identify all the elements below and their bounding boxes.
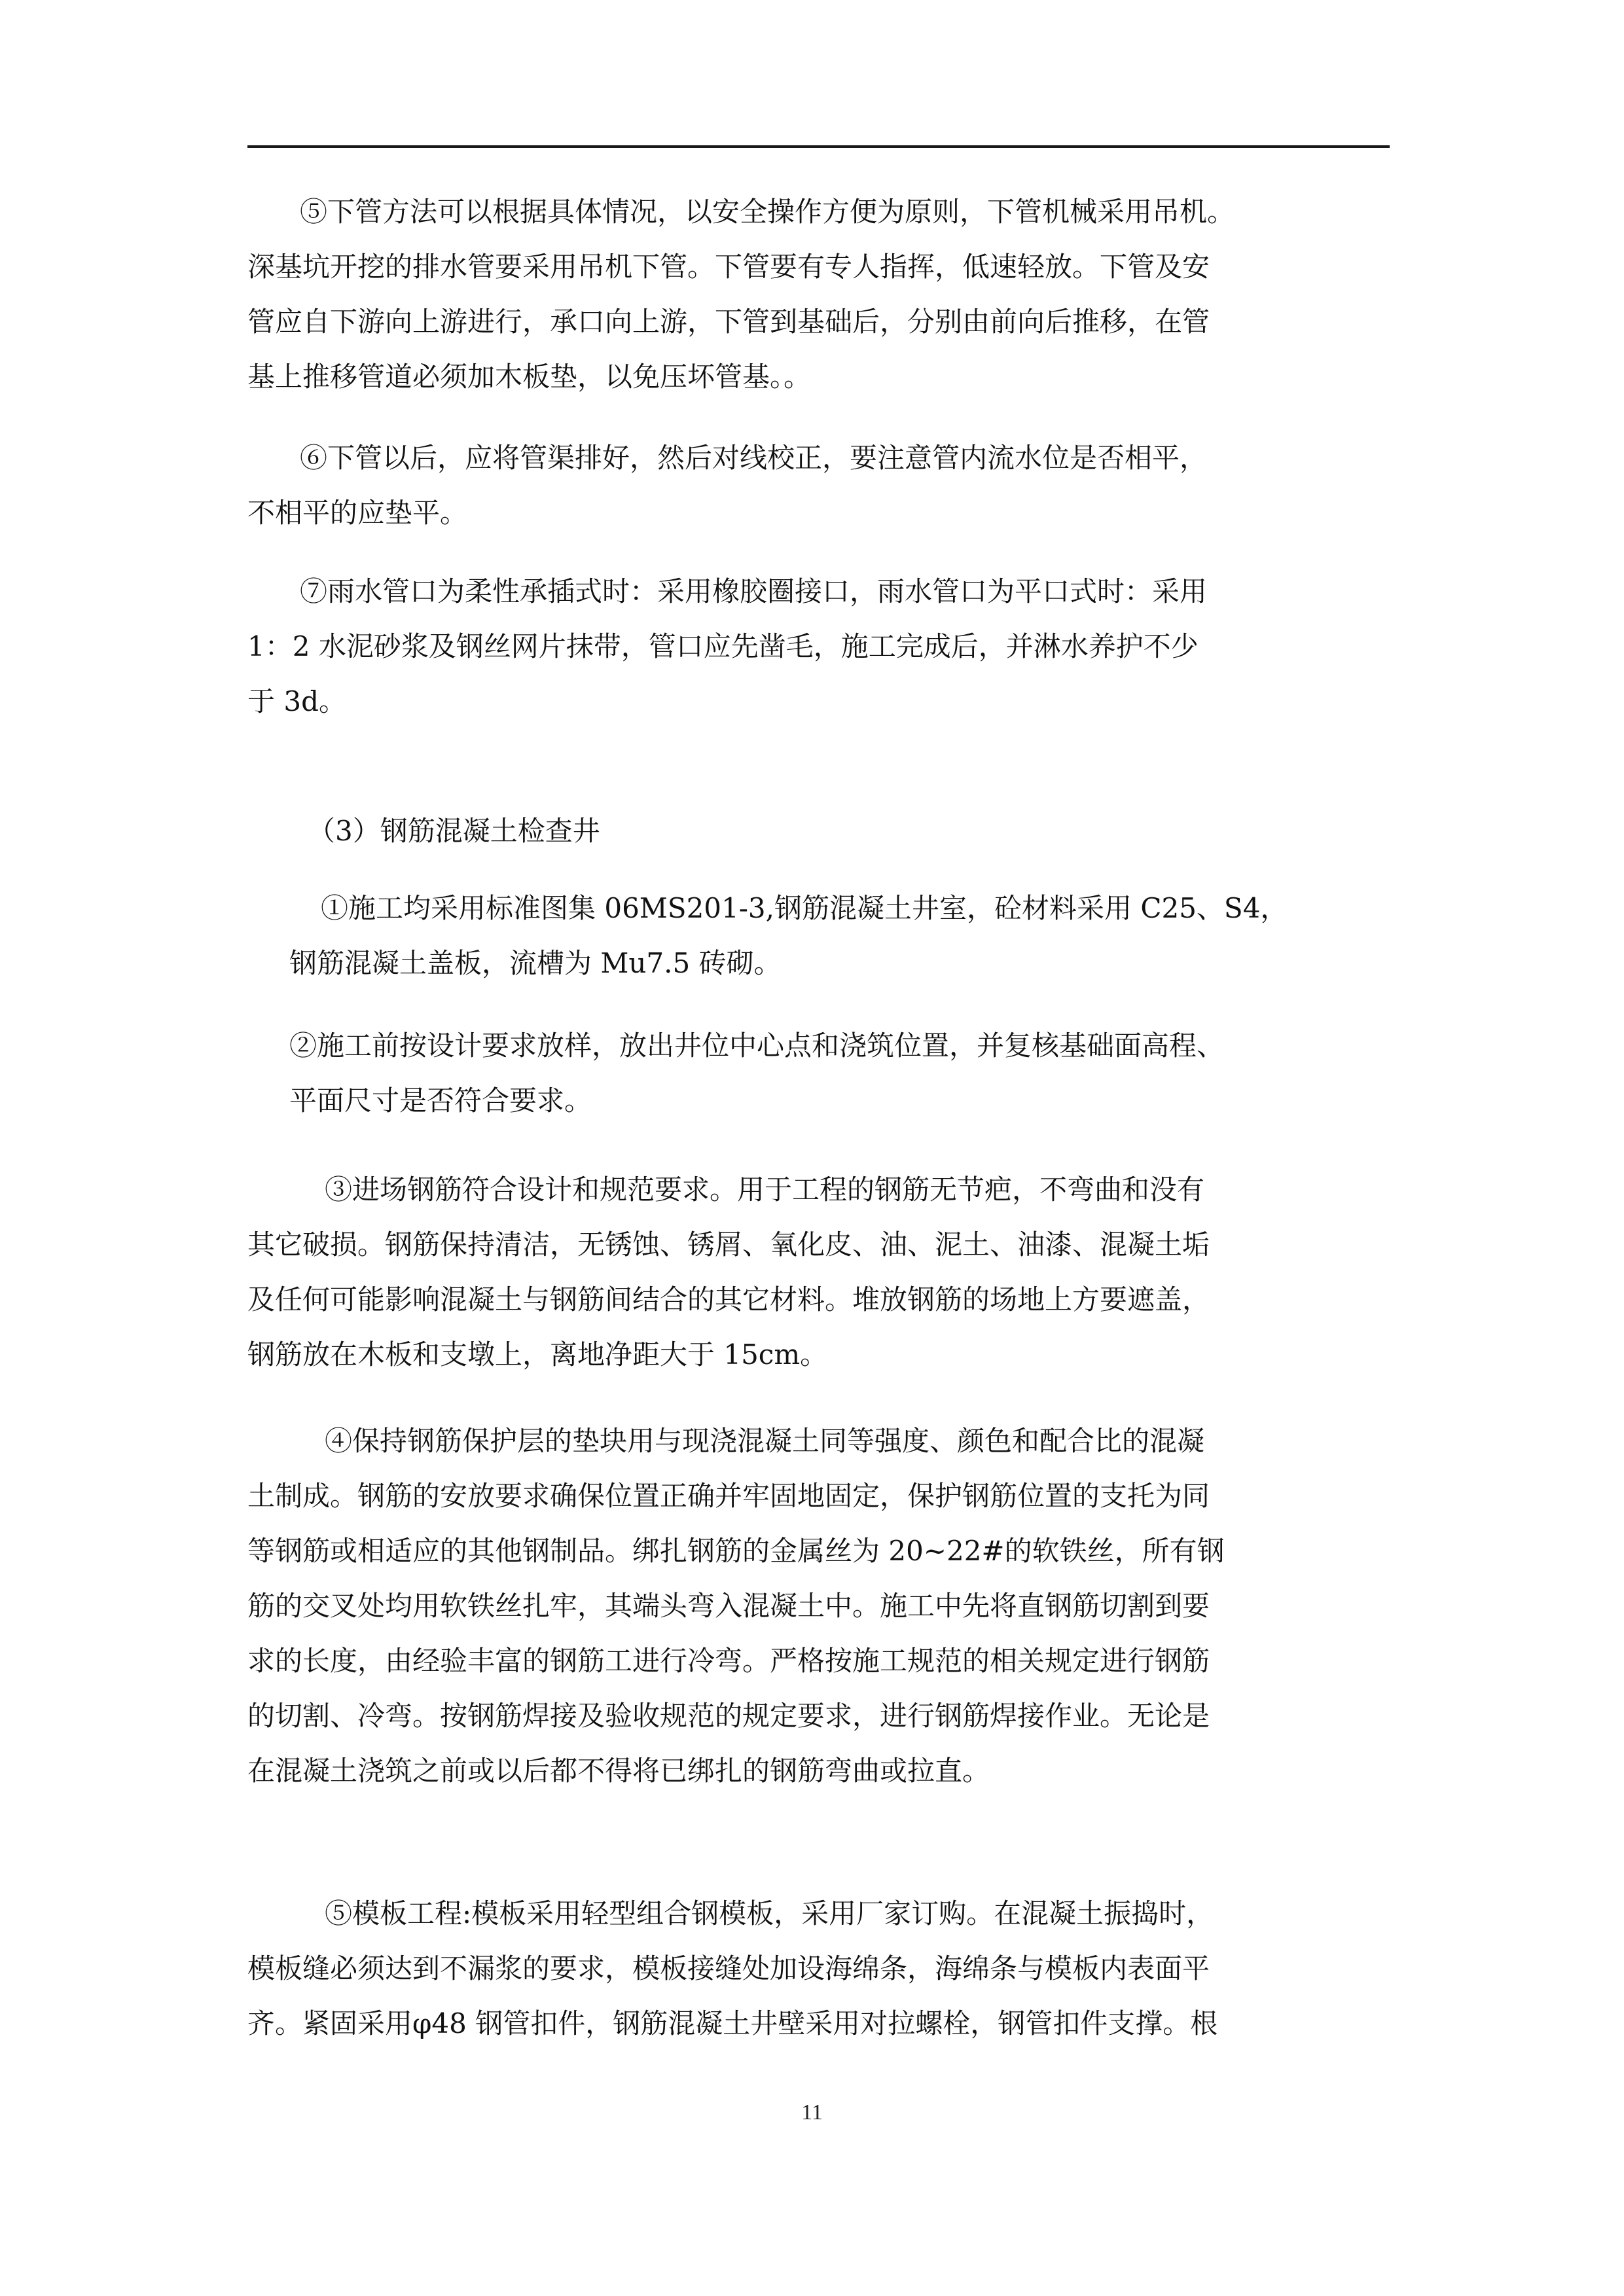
paragraph-rebar-requirements: ③进场钢筋符合设计和规范要求。用于工程的钢筋无节疤，不弯曲和没有 其它破损。钢筋保持清洁，无锈蚀、锈屑、氧化皮、油、泥土、油漆、混凝土垢 及任何可能影响混凝土与钢筋间结合的其它材料。堆放钢筋的场地上方要遮盖， 钢筋放在木板和支墩上，离地净距大于 15cm。: [247, 1174, 1210, 1371]
paragraph-rebar-cover-and-placement: ④保持钢筋保护层的垫块用与现浇混凝土同等强度、颜色和配合比的混凝 土制成。钢筋的安放要求确保位置正确并牢固地固定，保护钢筋位置的支托为同 等钢筋或相适应的其他钢制品。绑扎钢筋的金属丝为 20~22#的软铁丝，所有钢 筋的交叉处均用软铁丝扎牢，其端头弯入混凝土中。施工中先将直钢筋切割到要 求的长度，由经验丰富的钢筋工进行冷弯。严格按施工规范的相关规定进行钢筋 的切割、冷弯。按钢筋焊接及验收规范的规定要求，进行钢筋焊接作业。无论是 在混凝土浇筑之前或以后都不得将已绑扎的钢筋弯曲或拉直。: [247, 1425, 1225, 1787]
paragraph-rainwater-pipe-joint: ⑦雨水管口为柔性承插式时：采用橡胶圈接口，雨水管口为平口式时：采用 1：2 水泥砂浆及钢丝网片抹带，管口应先凿毛，施工完成后，并淋水养护不少 于 3d。: [247, 575, 1208, 717]
paragraph-pipe-lowering-method: ⑤下管方法可以根据具体情况，以安全操作方便为原则，下管机械采用吊机。 深基坑开挖的排水管要采用吊机下管。下管要有专人指挥，低速轻放。下管及安 管应自下游向上游进行，承口向上游，下管到基础后，分别由前向后推移，在管 基上推移管道必须加木板垫，以免压坏管基。。: [247, 196, 1235, 393]
paragraph-standard-atlas: ①施工均采用标准图集 06MS201-3,钢筋混凝土井室，砼材料采用 C25、S4， 钢筋混凝土盖板，流槽为 Mu7.5 砖砌。: [289, 892, 1288, 979]
section-heading-inspection-well: （3）钢筋混凝土检查井: [308, 815, 600, 847]
paragraph-pipe-alignment: ⑥下管以后，应将管渠排好，然后对线校正，要注意管内流水位是否相平， 不相平的应垫平。: [247, 442, 1208, 529]
paragraph-setting-out: ②施工前按设计要求放样，放出井位中心点和浇筑位置，并复核基础面高程、 平面尺寸是否符合要求。: [289, 1030, 1225, 1117]
page-number: 11: [801, 2100, 823, 2125]
paragraph-formwork: ⑤模板工程:模板采用轻型组合钢模板，采用厂家订购。在混凝土振捣时， 模板缝必须达到不漏浆的要求，模板接缝处加设海绵条，海绵条与模板内表面平 齐。紧固采用φ48 钢管扣件，钢筋混凝土井壁采用对拉螺栓，钢管扣件支撑。根: [247, 1897, 1218, 2039]
header-rule: [247, 145, 1390, 148]
